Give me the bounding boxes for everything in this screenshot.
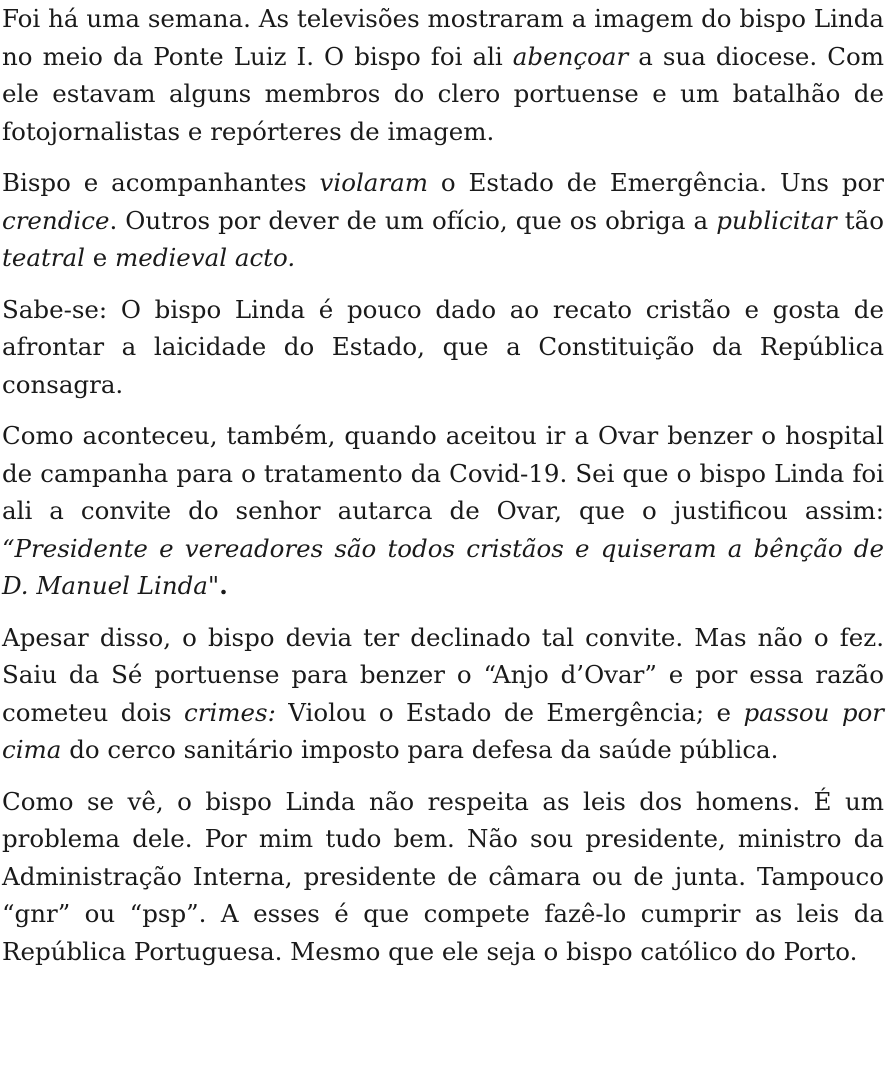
italic-run: crendice bbox=[2, 205, 110, 235]
paragraph-1 bbox=[2, 0, 884, 150]
document-body bbox=[2, 0, 884, 970]
text-run: a sua diocese. Com ele estavam alguns membros do clero portuense e um batalhão de fotojornalistas e repórteres de imagem. bbox=[2, 41, 884, 146]
paragraph-4 bbox=[2, 417, 884, 605]
text-run: do cerco sanitário imposto para defesa da saúde pública. bbox=[61, 735, 779, 764]
italic-run: passou por cima bbox=[2, 697, 884, 764]
text-run: Bispo e acompanhantes bbox=[2, 168, 320, 197]
text-run: Como se vê, o bispo Linda não respeita as leis dos homens. É um problema dele. Por mim tudo bem. Não sou presidente, ministro da Administração Interna, presidente de câmara ou de junta. Tampouco “gnr” ou “psp”. A esses é que compete fazê-lo cumprir as leis da República Portuguesa. Mesmo que ele seja o bispo católico do Porto. bbox=[2, 786, 884, 966]
italic-run: medieval acto. bbox=[115, 243, 296, 272]
italic-run: publicitar bbox=[716, 205, 837, 235]
paragraph-5 bbox=[2, 619, 884, 769]
italic-run: violaram bbox=[319, 168, 428, 197]
text-run: . Outros por dever de um ofício, que os obriga a bbox=[109, 205, 717, 235]
text-run: " bbox=[207, 571, 220, 600]
bold-run: . bbox=[219, 571, 228, 600]
text-run: e bbox=[84, 243, 116, 272]
text-run: Foi há uma semana. As televisões mostraram a imagem do bispo Linda no meio da Ponte Luiz I. O bispo foi ali bbox=[2, 4, 884, 71]
text-run: Como aconteceu, também, quando aceitou ir a Ovar benzer o hospital de campanha para o tratamento da Covid-19. Sei que o bispo Linda foi ali a convite do senhor autarca de Ovar, que o justificou assim: bbox=[2, 421, 884, 525]
text-run: o Estado de Emergência. Uns por bbox=[427, 168, 885, 197]
italic-run: teatral bbox=[2, 243, 85, 272]
text-run: Apesar disso, o bispo devia ter declinado tal convite. Mas não o fez. Saiu da Sé portuense para benzer o “Anjo d’Ovar” e por essa razão cometeu dois bbox=[2, 622, 884, 727]
text-run: tão bbox=[836, 205, 885, 235]
italic-quote-run: “Presidente e vereadores são todos cristãos e quiseram a bênção de D. Manuel Linda bbox=[2, 533, 884, 600]
text-run: Violou o Estado de Emergência; e bbox=[275, 697, 744, 727]
italic-run: crimes: bbox=[184, 697, 276, 727]
italic-run: abençoar bbox=[512, 41, 629, 71]
paragraph-3 bbox=[2, 291, 884, 404]
text-run: Sabe-se: O bispo Linda é pouco dado ao recato cristão e gosta de afrontar a laicidade do Estado, que a Constituição da República consagra. bbox=[2, 294, 884, 399]
paragraph-6 bbox=[2, 783, 884, 971]
paragraph-2 bbox=[2, 164, 884, 277]
